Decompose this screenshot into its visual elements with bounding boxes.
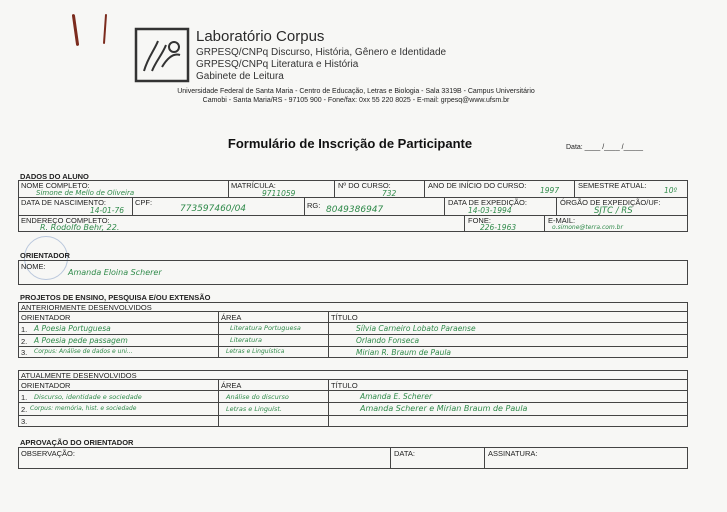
ano-inicio-label: ANO DE INÍCIO DO CURSO: [428,181,527,190]
assinatura-field[interactable]: ASSINATURA: [488,449,538,458]
section-orientador: ORIENTADOR [20,251,70,260]
date-field[interactable]: Data: ____ /____ /_____ [566,144,644,151]
ink-mark [72,14,79,46]
divider [18,415,688,416]
divider [18,334,688,335]
divider [444,197,445,215]
anteriores-col-orientador: ORIENTADOR [21,313,71,322]
divider [544,215,545,232]
rg-input[interactable]: 8049386947 [326,205,384,215]
row-number: 1. [21,393,28,402]
row-number: 3. [21,417,28,426]
university-address-2: Camobi - Santa Maria/RS - 97105 900 - Fone/fax: 0xx 55 220 8025 - E-mail: grpesq@www.ufsm.br [202,97,510,104]
row-number: 2. [21,405,28,414]
table-cell[interactable]: A Poesia pede passagem [34,336,128,345]
atuais-col-area: ÁREA [221,381,242,390]
expedicao-label: DATA DE EXPEDIÇÃO: [448,198,527,207]
ano-inicio-input[interactable]: 1997 [540,186,560,195]
orientador-nome-input[interactable]: Amanda Eloina Scherer [68,268,162,277]
divider [18,346,688,347]
ink-mark [103,14,107,44]
divider [18,215,688,216]
table-cell[interactable]: Literatura [230,336,262,344]
table-cell[interactable]: Discurso, identidade e sociedade [34,393,142,401]
table-cell[interactable]: Corpus: memória, hist. e sociedade [30,405,137,412]
org-line-1: GRPESQ/CNPq Discurso, História, Gênero e Identidade [196,47,447,58]
table-cell[interactable]: Amanda E. Scherer [360,392,433,401]
endereco-label: ENDEREÇO COMPLETO: [21,216,110,225]
divider [18,390,688,391]
table-cell[interactable]: Orlando Fonseca [356,336,420,345]
table-cell[interactable]: Corpus: Análise de dados e uni... [34,348,133,355]
table-cell[interactable]: Análise do discurso [226,393,289,401]
matricula-label: MATRÍCULA: [231,181,276,190]
divider [464,215,465,232]
divider [218,311,219,358]
curso-label: Nº DO CURSO: [338,181,391,190]
semestre-input[interactable]: 10º [664,186,678,195]
atuais-col-titulo: TÍTULO [331,381,358,390]
atuais-col-orientador: ORIENTADOR [21,381,71,390]
semestre-label: SEMESTRE ATUAL: [578,181,647,190]
divider [334,180,335,197]
lab-name: Laboratório Corpus [196,28,325,45]
row-number: 1. [21,325,28,334]
nascimento-input[interactable]: 14-01-76 [90,206,125,215]
divider [574,180,575,197]
endereco-input[interactable]: R. Rodolfo Behr, 22. [40,223,120,232]
table-cell[interactable]: Amanda Scherer e Mirian Braum de Paula [360,404,528,413]
corpus-logo-icon [134,27,190,83]
cpf-input[interactable]: 773597460/04 [180,204,247,214]
matricula-input[interactable]: 9711059 [262,189,296,198]
row-number: 3. [21,348,28,357]
rg-label: RG: [307,201,321,210]
table-cell[interactable]: Mirian R. Braum de Paula [356,348,452,357]
divider [132,197,133,215]
cpf-label: CPF: [135,198,153,207]
fone-label: FONE: [468,216,491,225]
org-line-3: Gabinete de Leitura [196,71,284,82]
email-input[interactable]: o.simone@terra.com.br [552,224,623,231]
row-number: 2. [21,337,28,346]
divider [228,180,229,197]
divider [424,180,425,197]
email-label: E-MAIL: [548,216,576,225]
table-cell[interactable]: A Poesia Portuguesa [34,324,111,333]
expedicao-input[interactable]: 14-03-1994 [468,206,512,215]
table-cell[interactable]: Letras e Linguíst. [226,405,282,413]
orientador-nome-label: NOME: [21,262,46,271]
anteriores-col-area: ÁREA [221,313,242,322]
fone-input[interactable]: 226-1963 [480,223,517,232]
section-dados-aluno: DADOS DO ALUNO [20,172,89,181]
org-line-2: GRPESQ/CNPq Literatura e História [196,59,359,70]
curso-input[interactable]: 732 [382,189,397,198]
section-aprovacao: APROVAÇÃO DO ORIENTADOR [20,438,134,447]
divider [18,402,688,403]
divider [328,379,329,427]
divider [304,197,305,215]
orgao-input[interactable]: SJTC / RS [594,206,633,216]
divider [556,197,557,215]
aprovacao-box [18,447,688,469]
table-cell[interactable]: Sílvia Carneiro Lobato Paraense [356,324,476,333]
divider [218,379,219,427]
atuais-title: ATUALMENTE DESENVOLVIDOS [21,371,137,380]
table-cell[interactable]: Literatura Portuguesa [230,324,301,332]
divider [484,447,485,469]
orgao-label: ÓRGÃO DE EXPEDIÇÃO/UF: [560,198,661,207]
observacao-field[interactable]: OBSERVAÇÃO: [21,449,75,458]
form-title: Formulário de Inscrição de Participante [227,136,473,151]
anteriores-col-titulo: TÍTULO [331,313,358,322]
divider [328,311,329,358]
nome-input[interactable]: Simone de Mello de Oliveira [36,189,135,197]
section-projetos: PROJETOS DE ENSINO, PESQUISA E/OU EXTENSÃO [20,293,211,302]
data-field[interactable]: DATA: [394,449,415,458]
divider [390,447,391,469]
table-cell[interactable]: Letras e Linguística [226,348,285,355]
nome-label: NOME COMPLETO: [21,181,90,190]
nascimento-label: DATA DE NASCIMENTO: [21,198,107,207]
anteriores-title: ANTERIORMENTE DESENVOLVIDOS [21,303,152,312]
university-address-1: Universidade Federal de Santa Maria - Centro de Educação, Letras e Biologia - Sala 3319B - Campus Universitário [177,88,535,95]
divider [18,322,688,323]
